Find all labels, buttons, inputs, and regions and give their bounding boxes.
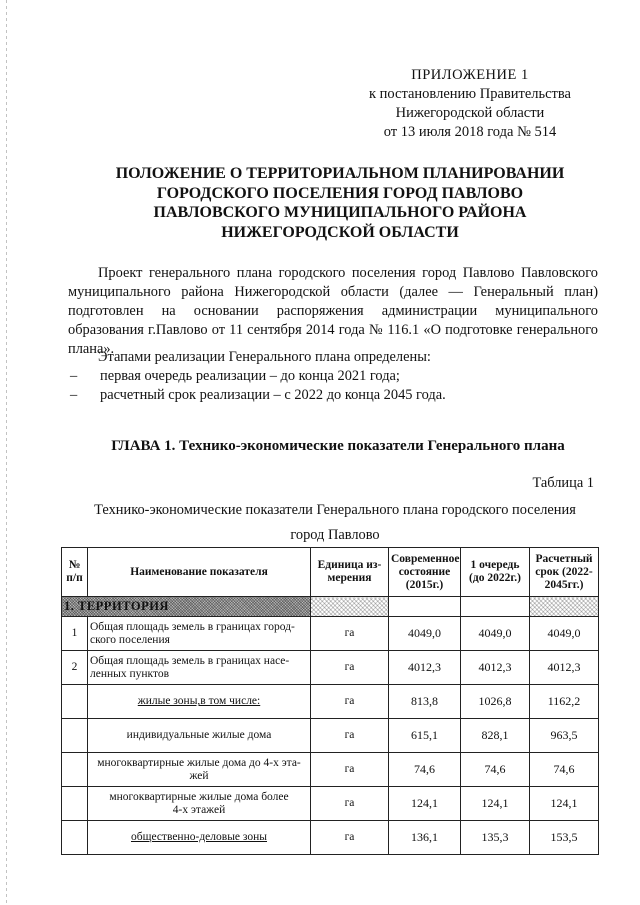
row-current: 136,1 (389, 821, 461, 855)
document-title (80, 164, 600, 242)
row-current: 813,8 (389, 685, 461, 719)
table-row (62, 685, 599, 719)
appendix-line-region: Нижегородской области (395, 105, 545, 121)
header-unit-line: мерения (327, 572, 372, 584)
row-name (88, 787, 311, 821)
row-name-line: общественно-деловые зоны (130, 831, 268, 844)
row-name (88, 685, 311, 719)
appendix-line-resolution: к постановлению Правительства (369, 86, 571, 102)
appendix-line-date: от 13 июля 2018 года № 514 (383, 124, 557, 140)
section-cell (389, 597, 461, 617)
header-unit-line: Единица из- (317, 559, 382, 571)
stages-list (70, 367, 600, 405)
table-row (62, 719, 599, 753)
list-item-text: первая очередь реализации – до конца 2021 года; (100, 368, 400, 384)
title-line-2: ГОРОДСКОГО ПОСЕЛЕНИЯ ГОРОД ПАВЛОВО (156, 184, 524, 202)
row-num (62, 753, 88, 787)
indicators-table (61, 547, 599, 855)
row-num (62, 787, 88, 821)
chapter-heading: ГЛАВА 1. Технико-экономические показатели Генерального плана (111, 438, 565, 454)
table-row (62, 753, 599, 787)
header-current-line: Современное (391, 552, 460, 565)
row-num (62, 719, 88, 753)
row-name-line: индивидуальные жилые дома (126, 729, 272, 742)
row-unit: га (311, 685, 389, 719)
caption-line-1: Технико-экономические показатели Генерального плана городского поселения (94, 502, 576, 518)
header-current-line: (2015г.) (405, 578, 444, 591)
header-final-line: 2045гг.) (544, 578, 584, 591)
row-name (88, 753, 311, 787)
title-line-4: НИЖЕГОРОДСКОЙ ОБЛАСТИ (221, 223, 459, 241)
row-num (62, 685, 88, 719)
table-label: Таблица 1 (532, 475, 594, 491)
row-final: 124,1 (530, 787, 599, 821)
row-stage1: 1026,8 (461, 685, 530, 719)
row-name-line: ленных пунктов (90, 667, 170, 680)
row-final: 1162,2 (530, 685, 599, 719)
list-item (70, 386, 600, 405)
row-stage1: 4012,3 (461, 651, 530, 685)
appendix-block (340, 66, 600, 142)
header-final-line: срок (2022- (535, 565, 593, 578)
row-unit: га (311, 651, 389, 685)
row-final: 963,5 (530, 719, 599, 753)
header-num (62, 548, 88, 597)
header-unit (311, 548, 389, 597)
title-line-3: ПАВЛОВСКОГО МУНИЦИПАЛЬНОГО РАЙОНА (153, 204, 527, 221)
row-current: 124,1 (389, 787, 461, 821)
row-name (88, 821, 311, 855)
section-cell (461, 597, 530, 617)
row-current: 4049,0 (389, 617, 461, 651)
section-cell (530, 597, 599, 617)
row-stage1: 135,3 (461, 821, 530, 855)
row-final: 4012,3 (530, 651, 599, 685)
row-current: 615,1 (389, 719, 461, 753)
header-stage1-line: 1 очередь (470, 559, 520, 571)
row-unit: га (311, 617, 389, 651)
list-item (70, 367, 600, 386)
row-stage1: 74,6 (461, 753, 530, 787)
row-name (88, 651, 311, 685)
row-name-line: Общая площадь земель в границах насе- (90, 655, 290, 667)
row-name-line: ского поселения (90, 633, 170, 646)
header-stage1 (461, 548, 530, 597)
row-unit: га (311, 719, 389, 753)
scan-edge (6, 0, 7, 905)
header-current-line: состояние (398, 565, 451, 578)
table-row (62, 651, 599, 685)
header-final-line: Расчетный (535, 552, 593, 565)
table-row (62, 617, 599, 651)
row-num: 2 (62, 651, 88, 685)
header-num-line: п/п (66, 572, 83, 584)
header-current (389, 548, 461, 597)
caption-line-2: город Павлово (290, 527, 380, 543)
intro-paragraph: Проект генерального плана городского поселения город Павлово Павловского муниципального района Нижегородской области (далее — Генеральный план) подготовлен на основании распоряжения администрации муниципального образования г.Павлово от 11 сентября 2014 года № 116.1 «О подготовке генерального плана». (68, 265, 598, 357)
section-row-territory (62, 597, 599, 617)
row-name-line: многоквартирные жилые дома более (109, 791, 289, 803)
row-unit: га (311, 821, 389, 855)
row-num (62, 821, 88, 855)
stages-intro: Этапами реализации Генерального плана определены: (98, 349, 431, 365)
row-name-line: 4-х этажей (172, 803, 226, 816)
row-current: 74,6 (389, 753, 461, 787)
header-stage1-line: (до 2022г.) (469, 572, 521, 584)
header-final (530, 548, 599, 597)
row-name (88, 719, 311, 753)
row-name-line: Общая площадь земель в границах город- (90, 621, 295, 633)
section-cell (311, 597, 389, 617)
table-row (62, 787, 599, 821)
header-num-line: № (68, 559, 81, 571)
title-line-1: ПОЛОЖЕНИЕ О ТЕРРИТОРИАЛЬНОМ ПЛАНИРОВАНИИ (115, 165, 565, 182)
appendix-title: ПРИЛОЖЕНИЕ 1 (411, 67, 529, 83)
row-final: 153,5 (530, 821, 599, 855)
row-name-line: жилые зоны,в том числе: (137, 695, 261, 708)
row-stage1: 124,1 (461, 787, 530, 821)
row-stage1: 828,1 (461, 719, 530, 753)
row-final: 74,6 (530, 753, 599, 787)
row-name (88, 617, 311, 651)
list-dash: – (70, 387, 78, 403)
row-unit: га (311, 787, 389, 821)
header-name: Наименование показателя (88, 548, 311, 597)
row-final: 4049,0 (530, 617, 599, 651)
row-name-line: жей (189, 769, 209, 782)
section-title: 1. ТЕРРИТОРИЯ (62, 597, 311, 617)
row-name-line: многоквартирные жилые дома до 4-х эта- (97, 757, 301, 769)
row-num: 1 (62, 617, 88, 651)
row-unit: га (311, 753, 389, 787)
table-row (62, 821, 599, 855)
table-header-row (62, 548, 599, 597)
table-caption (60, 498, 610, 548)
row-current: 4012,3 (389, 651, 461, 685)
list-item-text: расчетный срок реализации – с 2022 до конца 2045 года. (100, 387, 446, 403)
list-dash: – (70, 368, 78, 384)
row-stage1: 4049,0 (461, 617, 530, 651)
